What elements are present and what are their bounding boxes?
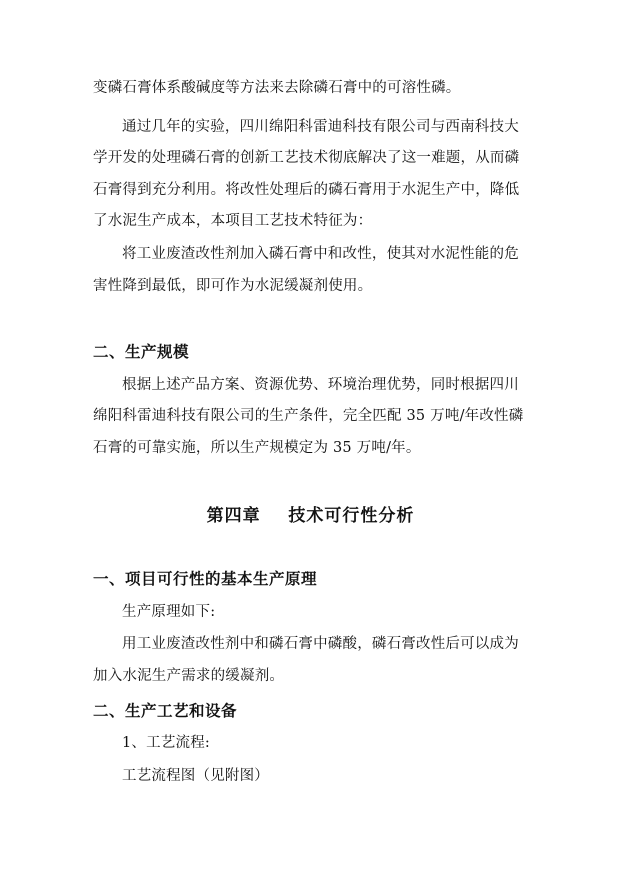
list-item: 工艺流程图（见附图） [122, 768, 269, 784]
paragraph-line: 变磷石膏体系酸碱度等方法来去除磷石膏中的可溶性磷。 [93, 80, 461, 96]
paragraph-line: 石膏得到充分利用。将改性处理后的磷石膏用于水泥生产中，降低 [93, 182, 520, 198]
paragraph-line: 学开发的处理磷石膏的创新工艺技术彻底解决了这一难题，从而磷 [93, 150, 520, 166]
paragraph-line: 通过几年的实验，四川绵阳科雷迪科技有限公司与西南科技大 [122, 119, 519, 135]
list-item: 1、工艺流程: [122, 735, 211, 751]
paragraph-line: 生产原理如下: [122, 604, 216, 620]
section-heading-scale: 二、生产规模 [93, 342, 190, 361]
paragraph-line: 害性降到最低，即可作为水泥缓凝剂使用。 [93, 278, 373, 294]
section-heading-process: 二、生产工艺和设备 [93, 701, 238, 720]
paragraph-line: 绵阳科雷迪科技有限公司的生产条件，完全匹配 35 万吨/年改性磷 [93, 408, 524, 424]
paragraph-line: 了水泥生产成本，本项目工艺技术特征为： [93, 213, 373, 229]
paragraph-line: 加入水泥生产需求的缓凝剂。 [93, 668, 285, 684]
paragraph-line: 将工业废渣改性剂加入磷石膏中和改性，使其对水泥性能的危 [122, 246, 519, 262]
chapter-title: 第四章 技术可行性分析 [206, 506, 415, 526]
paragraph-line: 根据上述产品方案、资源优势、环境治理优势，同时根据四川 [122, 377, 519, 393]
paragraph-line: 石膏的可靠实施，所以生产规模定为 35 万吨/年。 [93, 440, 421, 456]
paragraph-line: 用工业废渣改性剂中和磷石膏中磷酸，磷石膏改性后可以成为 [122, 636, 519, 652]
section-heading-principle: 一、项目可行性的基本生产原理 [93, 569, 318, 588]
